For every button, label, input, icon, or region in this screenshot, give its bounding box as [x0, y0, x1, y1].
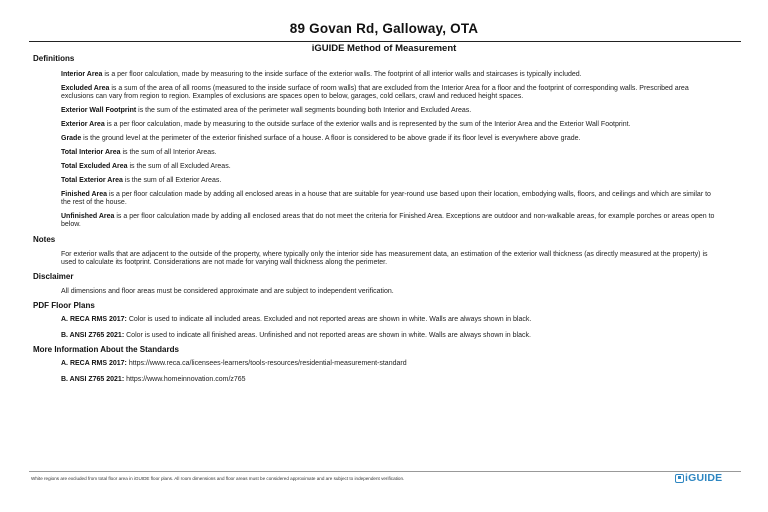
definition-excluded-area: Excluded Area is a sum of the area of all rooms (measured to the inside surface of room walls) that are excluded from the Interior Area for a floor and the footprint of corresponding walls. Prescribed area exclusions can vary from region to region. Examples of exclusions are spaces open to below, garages, cold cellars, crawl and reduced height spaces. — [61, 85, 689, 100]
definition-total-exterior-area: Total Exterior Area is the sum of all Exterior Areas. — [61, 177, 222, 184]
definition-total-interior-area: Total Interior Area is the sum of all Interior Areas. — [61, 149, 217, 156]
definition-interior-area: Interior Area is a per floor calculation, made by measuring to the inside surface of the exterior walls. The footprint of all interior walls and staircases is typically included. — [61, 71, 582, 78]
section-heading-more-info: More Information About the Standards — [33, 345, 179, 354]
more-info-reca-link[interactable]: A. RECA RMS 2017: https://www.reca.ca/licensees-learners/tools-resources/residential-measurement-standard — [61, 360, 407, 367]
definition-exterior-area: Exterior Area is a per floor calculation, made by measuring to the outside surface of the exterior walls and is represented by the sum of the Interior Area and the Exterior Wall Footprint. — [61, 121, 631, 128]
pdf-floor-plan-reca: A. RECA RMS 2017: Color is used to indicate all included areas. Excluded and not reported areas are shown in white. Walls are always shown in black. — [61, 316, 532, 323]
pdf-floor-plan-ansi: B. ANSI Z765 2021: Color is used to indicate all finished areas. Unfinished and not reported areas are shown in white. Walls are always shown in black. — [61, 332, 531, 339]
page-title: 89 Govan Rd, Galloway, OTA — [289, 21, 479, 36]
more-info-ansi-link[interactable]: B. ANSI Z765 2021: https://www.homeinnovation.com/z765 — [61, 376, 246, 383]
definition-exterior-wall-footprint: Exterior Wall Footprint is the sum of the estimated area of the perimeter wall segments bounding both Interior and Excluded Areas. — [61, 107, 472, 114]
iguide-logo-text: iGUIDE — [685, 472, 723, 484]
footer-note: White regions are excluded from total floor area in iGUIDE floor plans. All room dimensions and floor areas must be considered approximate and are subject to independent verification. — [31, 476, 405, 481]
section-heading-pdf-floor-plans: PDF Floor Plans — [33, 301, 95, 310]
definition-finished-area: Finished Area is a per floor calculation made by adding all enclosed areas in a house that are suitable for year-round use based upon their location, embodying walls, floors, and ceilings and which are similar to the rest of the house. — [61, 191, 711, 206]
definition-unfinished-area: Unfinished Area is a per floor calculation made by adding all enclosed areas that do not meet the criteria for Finished Area. Exceptions are outdoor and non-walkable areas, for example porches or areas open to below. — [61, 213, 715, 228]
disclaimer-text: All dimensions and floor areas must be considered approximate and are subject to independent verification. — [61, 288, 394, 295]
iguide-logo — [675, 472, 722, 484]
definition-grade: Grade is the ground level at the perimeter of the exterior finished surface of a house. A floor is considered to be above grade if its floor level is everywhere above grade. — [61, 135, 581, 142]
section-heading-notes: Notes — [33, 235, 56, 244]
iguide-logo-icon — [675, 474, 684, 483]
section-heading-definitions: Definitions — [33, 54, 75, 63]
section-heading-disclaimer: Disclaimer — [33, 272, 74, 281]
footer-divider — [29, 471, 741, 472]
title-divider — [29, 41, 741, 42]
notes-text: For exterior walls that are adjacent to the outside of the property, where typically only the interior side has measurement data, an estimation of the exterior wall thickness (as directly measured at the property) is used to calculate its footprint. Considerations are not made for varying wall thickness along the perimeter. — [61, 251, 708, 266]
definition-total-excluded-area: Total Excluded Area is the sum of all Excluded Areas. — [61, 163, 231, 170]
page-subtitle: iGUIDE Method of Measurement — [311, 43, 457, 54]
content-body — [33, 54, 723, 384]
